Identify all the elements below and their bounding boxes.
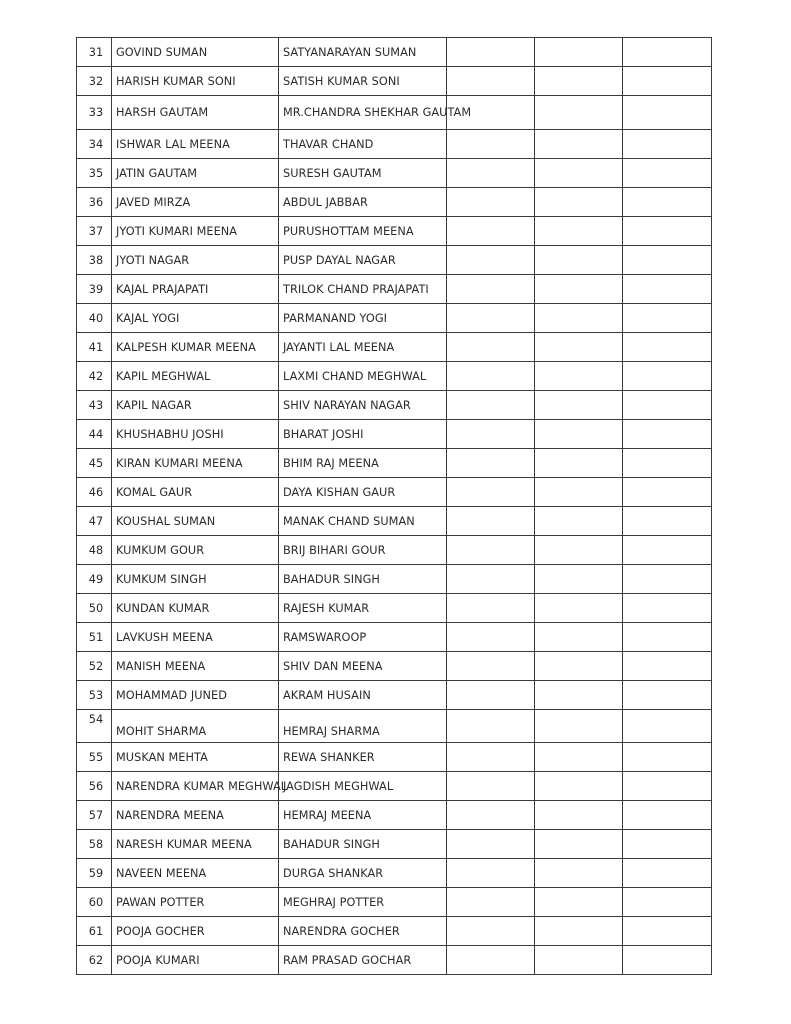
table-row [77, 681, 712, 710]
father-name-cell: PARMANAND YOGI [279, 304, 447, 333]
blank-cell-3 [623, 217, 712, 246]
father-name-cell: BRIJ BIHARI GOUR [279, 536, 447, 565]
blank-cell-1 [447, 420, 535, 449]
serial-number-cell: 49 [77, 565, 112, 594]
candidate-name-cell: KUMKUM GOUR [112, 536, 279, 565]
serial-number-cell: 62 [77, 946, 112, 975]
father-name-cell: NARENDRA GOCHER [279, 917, 447, 946]
blank-cell-3 [623, 801, 712, 830]
father-name-cell: REWA SHANKER [279, 743, 447, 772]
father-name-cell: BHARAT JOSHI [279, 420, 447, 449]
blank-cell-3 [623, 888, 712, 917]
blank-cell-3 [623, 275, 712, 304]
father-name-cell: BHIM RAJ MEENA [279, 449, 447, 478]
father-name-cell: MANAK CHAND SUMAN [279, 507, 447, 536]
father-name-cell: SHIV NARAYAN NAGAR [279, 391, 447, 420]
father-name-cell: DAYA KISHAN GAUR [279, 478, 447, 507]
blank-cell-3 [623, 743, 712, 772]
blank-cell-2 [535, 681, 623, 710]
serial-number-cell: 47 [77, 507, 112, 536]
blank-cell-2 [535, 130, 623, 159]
blank-cell-2 [535, 391, 623, 420]
table-row [77, 362, 712, 391]
father-name-cell: JAYANTI LAL MEENA [279, 333, 447, 362]
candidate-name-cell: KAPIL MEGHWAL [112, 362, 279, 391]
blank-cell-3 [623, 449, 712, 478]
blank-cell-1 [447, 449, 535, 478]
blank-cell-3 [623, 420, 712, 449]
blank-cell-1 [447, 565, 535, 594]
table-row [77, 159, 712, 188]
serial-number-cell: 37 [77, 217, 112, 246]
blank-cell-1 [447, 859, 535, 888]
serial-number-cell: 55 [77, 743, 112, 772]
blank-cell-3 [623, 830, 712, 859]
blank-cell-2 [535, 96, 623, 130]
serial-number-cell: 41 [77, 333, 112, 362]
table-row [77, 246, 712, 275]
blank-cell-1 [447, 130, 535, 159]
candidate-name-cell: PAWAN POTTER [112, 888, 279, 917]
table-row [77, 888, 712, 917]
table-row [77, 623, 712, 652]
blank-cell-1 [447, 536, 535, 565]
blank-cell-1 [447, 391, 535, 420]
table-row [77, 772, 712, 801]
blank-cell-2 [535, 507, 623, 536]
candidate-name-cell: KAJAL YOGI [112, 304, 279, 333]
father-name-cell: SURESH GAUTAM [279, 159, 447, 188]
blank-cell-2 [535, 623, 623, 652]
blank-cell-3 [623, 710, 712, 743]
blank-cell-2 [535, 188, 623, 217]
blank-cell-1 [447, 188, 535, 217]
father-name-cell: HEMRAJ SHARMA [279, 710, 447, 743]
serial-number-cell: 33 [77, 96, 112, 130]
table-row [77, 946, 712, 975]
blank-cell-2 [535, 217, 623, 246]
father-name-cell: TRILOK CHAND PRAJAPATI [279, 275, 447, 304]
blank-cell-1 [447, 917, 535, 946]
blank-cell-2 [535, 304, 623, 333]
blank-cell-1 [447, 67, 535, 96]
candidate-name-cell: KHUSHABHU JOSHI [112, 420, 279, 449]
father-name-cell: MR.CHANDRA SHEKHAR GAUTAM [279, 96, 447, 130]
blank-cell-2 [535, 67, 623, 96]
serial-number-cell: 32 [77, 67, 112, 96]
candidate-name-cell: NARENDRA MEENA [112, 801, 279, 830]
blank-cell-2 [535, 38, 623, 67]
table-row [77, 275, 712, 304]
table-row [77, 859, 712, 888]
table-row [77, 652, 712, 681]
candidate-name-cell: GOVIND SUMAN [112, 38, 279, 67]
father-name-cell: ABDUL JABBAR [279, 188, 447, 217]
blank-cell-2 [535, 275, 623, 304]
candidate-name-cell: JATIN GAUTAM [112, 159, 279, 188]
roster-table-body [77, 38, 712, 975]
blank-cell-3 [623, 772, 712, 801]
table-row [77, 507, 712, 536]
blank-cell-1 [447, 652, 535, 681]
candidate-name-cell: NAVEEN MEENA [112, 859, 279, 888]
serial-number-cell: 52 [77, 652, 112, 681]
blank-cell-3 [623, 681, 712, 710]
candidate-name-cell: KUNDAN KUMAR [112, 594, 279, 623]
father-name-cell: SATYANARAYAN SUMAN [279, 38, 447, 67]
candidate-name-cell: KAJAL PRAJAPATI [112, 275, 279, 304]
father-name-cell: RAJESH KUMAR [279, 594, 447, 623]
candidate-name-cell: KAPIL NAGAR [112, 391, 279, 420]
serial-number-cell: 46 [77, 478, 112, 507]
serial-number-cell: 42 [77, 362, 112, 391]
candidate-name-cell: MANISH MEENA [112, 652, 279, 681]
blank-cell-3 [623, 507, 712, 536]
candidate-name-cell: HARISH KUMAR SONI [112, 67, 279, 96]
blank-cell-3 [623, 159, 712, 188]
blank-cell-1 [447, 888, 535, 917]
blank-cell-3 [623, 652, 712, 681]
blank-cell-3 [623, 536, 712, 565]
blank-cell-2 [535, 830, 623, 859]
blank-cell-1 [447, 304, 535, 333]
father-name-cell: AKRAM HUSAIN [279, 681, 447, 710]
blank-cell-1 [447, 681, 535, 710]
table-row [77, 38, 712, 67]
blank-cell-2 [535, 478, 623, 507]
father-name-cell: RAM PRASAD GOCHAR [279, 946, 447, 975]
serial-number-cell: 48 [77, 536, 112, 565]
candidate-name-cell: MOHAMMAD JUNED [112, 681, 279, 710]
blank-cell-1 [447, 217, 535, 246]
candidate-name-cell: KUMKUM SINGH [112, 565, 279, 594]
father-name-cell: JAGDISH MEGHWAL [279, 772, 447, 801]
blank-cell-1 [447, 710, 535, 743]
blank-cell-1 [447, 38, 535, 67]
blank-cell-1 [447, 623, 535, 652]
father-name-cell: PUSP DAYAL NAGAR [279, 246, 447, 275]
table-row [77, 830, 712, 859]
blank-cell-3 [623, 859, 712, 888]
blank-cell-3 [623, 946, 712, 975]
table-row [77, 743, 712, 772]
blank-cell-2 [535, 710, 623, 743]
blank-cell-2 [535, 333, 623, 362]
blank-cell-2 [535, 888, 623, 917]
table-row [77, 130, 712, 159]
blank-cell-2 [535, 946, 623, 975]
blank-cell-3 [623, 594, 712, 623]
blank-cell-3 [623, 362, 712, 391]
blank-cell-2 [535, 801, 623, 830]
table-row [77, 536, 712, 565]
candidate-name-cell: POOJA GOCHER [112, 917, 279, 946]
blank-cell-2 [535, 917, 623, 946]
blank-cell-2 [535, 594, 623, 623]
serial-number-cell: 43 [77, 391, 112, 420]
table-row [77, 304, 712, 333]
blank-cell-2 [535, 246, 623, 275]
roster-table-container [76, 37, 711, 975]
roster-table [76, 37, 712, 975]
table-row [77, 217, 712, 246]
candidate-name-cell: LAVKUSH MEENA [112, 623, 279, 652]
blank-cell-3 [623, 67, 712, 96]
serial-number-cell: 45 [77, 449, 112, 478]
father-name-cell: SATISH KUMAR SONI [279, 67, 447, 96]
candidate-name-cell: KOMAL GAUR [112, 478, 279, 507]
candidate-name-cell: MUSKAN MEHTA [112, 743, 279, 772]
blank-cell-1 [447, 946, 535, 975]
table-row [77, 67, 712, 96]
table-row [77, 188, 712, 217]
father-name-cell: SHIV DAN MEENA [279, 652, 447, 681]
blank-cell-1 [447, 801, 535, 830]
table-row [77, 917, 712, 946]
blank-cell-1 [447, 333, 535, 362]
serial-number-cell: 31 [77, 38, 112, 67]
blank-cell-2 [535, 420, 623, 449]
blank-cell-1 [447, 478, 535, 507]
blank-cell-3 [623, 130, 712, 159]
blank-cell-3 [623, 623, 712, 652]
table-row [77, 801, 712, 830]
table-row [77, 594, 712, 623]
blank-cell-2 [535, 743, 623, 772]
blank-cell-3 [623, 478, 712, 507]
father-name-cell: PURUSHOTTAM MEENA [279, 217, 447, 246]
serial-number-cell: 58 [77, 830, 112, 859]
serial-number-cell: 56 [77, 772, 112, 801]
serial-number-cell: 38 [77, 246, 112, 275]
table-row [77, 420, 712, 449]
blank-cell-3 [623, 188, 712, 217]
candidate-name-cell: KIRAN KUMARI MEENA [112, 449, 279, 478]
serial-number-cell: 54 [77, 710, 112, 743]
blank-cell-3 [623, 38, 712, 67]
blank-cell-2 [535, 652, 623, 681]
blank-cell-2 [535, 362, 623, 391]
blank-cell-3 [623, 391, 712, 420]
serial-number-cell: 40 [77, 304, 112, 333]
blank-cell-1 [447, 830, 535, 859]
candidate-name-cell: JYOTI KUMARI MEENA [112, 217, 279, 246]
serial-number-cell: 57 [77, 801, 112, 830]
table-row [77, 710, 712, 743]
serial-number-cell: 50 [77, 594, 112, 623]
blank-cell-3 [623, 333, 712, 362]
blank-cell-2 [535, 859, 623, 888]
blank-cell-1 [447, 246, 535, 275]
father-name-cell: MEGHRAJ POTTER [279, 888, 447, 917]
table-row [77, 333, 712, 362]
father-name-cell: LAXMI CHAND MEGHWAL [279, 362, 447, 391]
candidate-name-cell: ISHWAR LAL MEENA [112, 130, 279, 159]
table-row [77, 391, 712, 420]
blank-cell-1 [447, 594, 535, 623]
candidate-name-cell: POOJA KUMARI [112, 946, 279, 975]
serial-number-cell: 34 [77, 130, 112, 159]
candidate-name-cell: MOHIT SHARMA [112, 710, 279, 743]
serial-number-cell: 51 [77, 623, 112, 652]
candidate-name-cell: NARENDRA KUMAR MEGHWAL [112, 772, 279, 801]
table-row [77, 478, 712, 507]
blank-cell-1 [447, 362, 535, 391]
blank-cell-2 [535, 536, 623, 565]
blank-cell-2 [535, 159, 623, 188]
blank-cell-2 [535, 772, 623, 801]
candidate-name-cell: NARESH KUMAR MEENA [112, 830, 279, 859]
blank-cell-3 [623, 917, 712, 946]
serial-number-cell: 44 [77, 420, 112, 449]
blank-cell-3 [623, 96, 712, 130]
father-name-cell: RAMSWAROOP [279, 623, 447, 652]
candidate-name-cell: HARSH GAUTAM [112, 96, 279, 130]
blank-cell-2 [535, 565, 623, 594]
father-name-cell: DURGA SHANKAR [279, 859, 447, 888]
blank-cell-1 [447, 743, 535, 772]
blank-cell-3 [623, 304, 712, 333]
father-name-cell: BAHADUR SINGH [279, 565, 447, 594]
table-row [77, 96, 712, 130]
serial-number-cell: 60 [77, 888, 112, 917]
candidate-name-cell: KALPESH KUMAR MEENA [112, 333, 279, 362]
serial-number-cell: 39 [77, 275, 112, 304]
blank-cell-3 [623, 565, 712, 594]
father-name-cell: BAHADUR SINGH [279, 830, 447, 859]
blank-cell-1 [447, 275, 535, 304]
table-row [77, 449, 712, 478]
blank-cell-1 [447, 159, 535, 188]
blank-cell-1 [447, 507, 535, 536]
candidate-name-cell: JAVED MIRZA [112, 188, 279, 217]
blank-cell-2 [535, 449, 623, 478]
father-name-cell: HEMRAJ MEENA [279, 801, 447, 830]
blank-cell-1 [447, 772, 535, 801]
candidate-name-cell: JYOTI NAGAR [112, 246, 279, 275]
serial-number-cell: 61 [77, 917, 112, 946]
candidate-name-cell: KOUSHAL SUMAN [112, 507, 279, 536]
serial-number-cell: 53 [77, 681, 112, 710]
father-name-cell: THAVAR CHAND [279, 130, 447, 159]
serial-number-cell: 35 [77, 159, 112, 188]
serial-number-cell: 36 [77, 188, 112, 217]
serial-number-cell: 59 [77, 859, 112, 888]
table-row [77, 565, 712, 594]
blank-cell-3 [623, 246, 712, 275]
